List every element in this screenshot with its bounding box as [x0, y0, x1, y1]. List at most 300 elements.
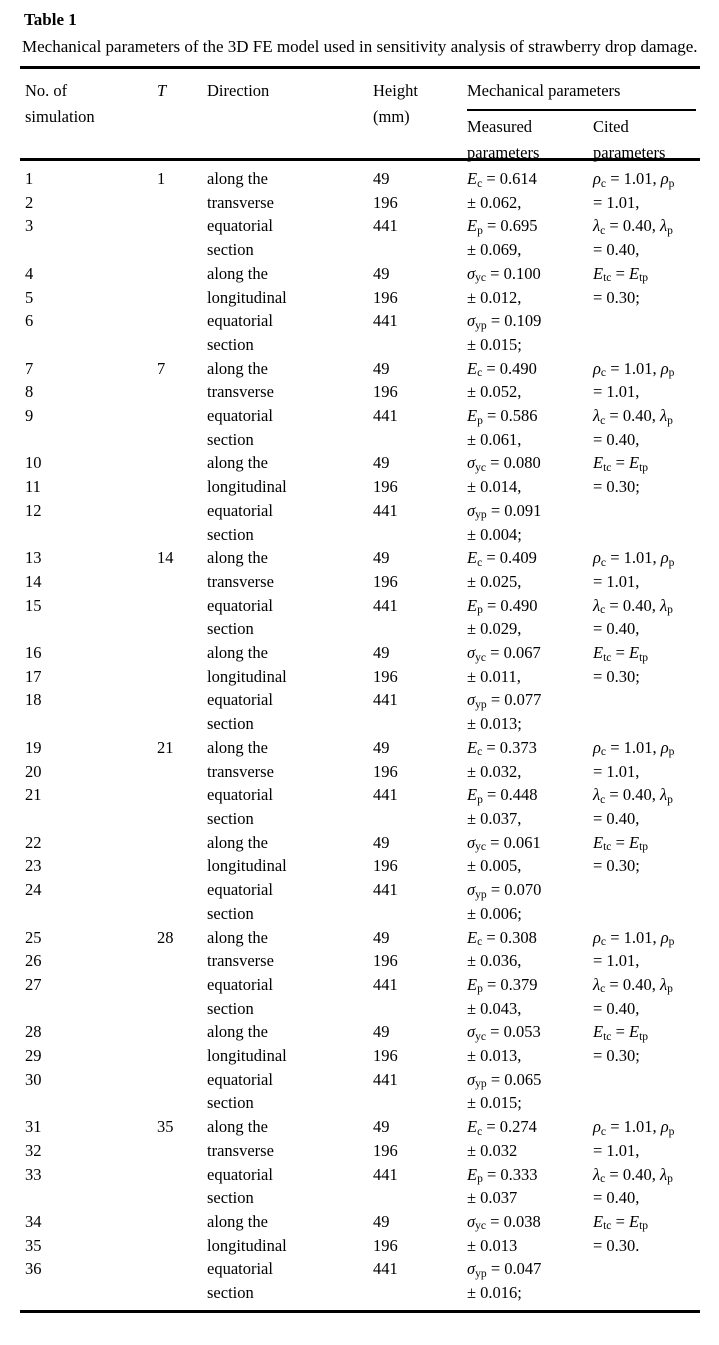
- direction-line: along the: [207, 453, 268, 473]
- t-value-cell: [157, 167, 207, 357]
- cited-parameters-line: $\rho_c = 1.01$, $\rho_p$: [593, 1117, 675, 1138]
- cited-parameters-line: [593, 1068, 700, 1092]
- table-bottom-rule: [20, 1310, 700, 1313]
- measured-parameters-line: ± 0.029,: [467, 619, 522, 639]
- measured-parameters-cell: [467, 546, 593, 736]
- direction-line: section: [207, 334, 254, 354]
- direction-line: section: [207, 240, 254, 260]
- direction-line: section: [207, 619, 254, 639]
- cited-parameters-line: $\rho_c = 1.01$, $\rho_p$: [593, 358, 675, 380]
- cited-parameters-line: = 0.30;: [593, 856, 640, 876]
- header-group-rule: [467, 109, 696, 111]
- sim-number-line: 11: [25, 477, 41, 497]
- measured-parameters-line: $\sigma_{yp} = 0.047$: [467, 1259, 542, 1280]
- height-line: [373, 428, 467, 452]
- height-line: 196: [373, 951, 398, 971]
- t-value-cell: [157, 926, 207, 1116]
- height-line: 441: [373, 1164, 398, 1184]
- sim-number-line: 22: [25, 832, 42, 852]
- direction-line: longitudinal: [207, 477, 287, 497]
- height-line: 196: [373, 192, 398, 212]
- header-t: T: [157, 81, 167, 100]
- measured-parameters-line: $\sigma_{yp} = 0.109$: [467, 311, 542, 332]
- cited-parameters-line: = 0.30;: [593, 477, 640, 497]
- sim-number-line: [25, 712, 157, 736]
- cited-parameters-cell: [593, 546, 700, 736]
- height-line: 196: [373, 761, 398, 781]
- height-line: 49: [373, 548, 390, 568]
- sim-number-line: 35: [25, 1235, 42, 1255]
- measured-parameters-line: ± 0.014,: [467, 477, 522, 497]
- cited-parameters-line: $E_{tc} = E_{tp}$: [593, 263, 649, 285]
- cited-parameters-line: [593, 878, 700, 902]
- cited-parameters-line: = 1.01,: [593, 192, 640, 212]
- cited-parameters-line: = 0.40,: [593, 429, 640, 449]
- direction-line: along the: [207, 643, 268, 663]
- sim-number-line: 10: [25, 453, 42, 473]
- measured-parameters-line: $E_p = 0.490$: [467, 595, 538, 617]
- direction-line: along the: [207, 1117, 268, 1137]
- height-line: [373, 523, 467, 547]
- cited-parameters-cell: [593, 357, 700, 547]
- height-line: 196: [373, 287, 398, 307]
- header-subcolumns: [467, 114, 700, 166]
- sim-number-line: [25, 523, 157, 547]
- cited-parameters-line: = 0.40,: [593, 998, 640, 1018]
- height-line: 196: [373, 666, 398, 686]
- measured-parameters-line: ± 0.016;: [467, 1283, 522, 1303]
- header-line: Height: [373, 81, 418, 100]
- sim-number-line: 2: [25, 192, 34, 212]
- height-line: 441: [373, 974, 398, 994]
- cited-parameters-line: = 0.40,: [593, 808, 640, 828]
- measured-parameters-line: ± 0.069,: [467, 240, 522, 260]
- direction-line: along the: [207, 1211, 268, 1231]
- direction-line: along the: [207, 927, 268, 947]
- header-mechanical-parameters-group: [467, 78, 700, 166]
- measured-parameters-line: ± 0.012,: [467, 287, 522, 307]
- table-caption-text: Mechanical parameters of the 3D FE model used in sensitivity analysis of strawberry drop damage.: [22, 37, 698, 56]
- header-no-of-simulation: [25, 78, 157, 166]
- height-line: [373, 1091, 467, 1115]
- direction-line: longitudinal: [207, 287, 287, 307]
- direction-line: equatorial: [207, 690, 273, 710]
- cited-parameters-line: [593, 333, 700, 357]
- height-line: 441: [373, 1259, 398, 1279]
- cited-parameters-line: [593, 1091, 700, 1115]
- direction-line: along the: [207, 832, 268, 852]
- t-value-cell: [157, 357, 207, 547]
- table-block-t7: [20, 357, 700, 547]
- measured-parameters-line: ± 0.015;: [467, 334, 522, 354]
- measured-parameters-line: $\sigma_{yc} = 0.100$: [467, 263, 541, 285]
- cited-parameters-line: = 1.01,: [593, 382, 640, 402]
- header-line: (mm): [373, 107, 410, 126]
- direction-line: equatorial: [207, 1164, 273, 1184]
- height-line: [373, 997, 467, 1021]
- sim-number-line: [25, 997, 157, 1021]
- direction-line: along the: [207, 737, 268, 757]
- measured-parameters-line: $E_p = 0.448$: [467, 785, 538, 806]
- measured-parameters-line: ± 0.011,: [467, 666, 521, 686]
- height-line: 196: [373, 856, 398, 876]
- direction-line: section: [207, 1093, 254, 1113]
- cited-parameters-line: $\lambda_c = 0.40$, $\lambda_p$: [593, 406, 673, 427]
- cited-parameters-line: [593, 712, 700, 736]
- sim-number-line: 3: [25, 216, 34, 236]
- header-measured-parameters: [467, 114, 593, 166]
- sim-number-line: 30: [25, 1069, 42, 1089]
- height-line: 49: [373, 263, 390, 283]
- sim-number-line: 4: [25, 263, 34, 283]
- direction-line: equatorial: [207, 216, 273, 236]
- sim-number-line: 26: [25, 951, 42, 971]
- sim-number-line: 5: [25, 287, 34, 307]
- measured-parameters-line: $E_p = 0.333$: [467, 1164, 538, 1186]
- direction-line: longitudinal: [207, 666, 287, 686]
- sim-number-line: 17: [25, 666, 42, 686]
- height-line: 441: [373, 311, 398, 331]
- t-value-cell: [157, 1115, 207, 1305]
- cited-parameters-line: [593, 309, 700, 333]
- cited-parameters-line: = 0.30;: [593, 287, 640, 307]
- measured-parameters-line: $\sigma_{yp} = 0.070$: [467, 880, 542, 901]
- measured-parameters-line: $E_p = 0.586$: [467, 406, 538, 427]
- measured-parameters-line: $E_c = 0.409$: [467, 548, 537, 569]
- height-line: 196: [373, 571, 398, 591]
- header-line: parameters: [593, 143, 666, 162]
- t-value-line: 1: [157, 169, 166, 188]
- measured-parameters-line: $E_c = 0.308$: [467, 927, 537, 949]
- sim-number-line: 1: [25, 169, 34, 188]
- cited-parameters-line: [593, 1257, 700, 1281]
- measured-parameters-line: ± 0.062,: [467, 192, 522, 212]
- measured-parameters-line: ± 0.043,: [467, 998, 522, 1018]
- direction-cell: [207, 736, 373, 926]
- cited-parameters-line: $\lambda_c = 0.40$, $\lambda_p$: [593, 216, 673, 237]
- sim-number-line: [25, 1186, 157, 1210]
- height-line: 49: [373, 927, 390, 947]
- height-line: 441: [373, 785, 398, 805]
- sim-number-line: 32: [25, 1140, 42, 1160]
- sim-number-cell: [25, 926, 157, 1116]
- t-value-cell: [157, 546, 207, 736]
- direction-line: transverse: [207, 761, 274, 781]
- sim-number-line: 14: [25, 571, 42, 591]
- cited-parameters-line: = 0.30;: [593, 666, 640, 686]
- table-caption-label: Table 1: [24, 10, 77, 29]
- height-line: 49: [373, 1117, 390, 1137]
- direction-cell: [207, 926, 373, 1116]
- height-line: 49: [373, 453, 390, 473]
- measured-parameters-line: ± 0.006;: [467, 903, 522, 923]
- cited-parameters-line: [593, 523, 700, 547]
- cited-parameters-line: $\lambda_c = 0.40$, $\lambda_p$: [593, 1164, 673, 1186]
- cited-parameters-line: $\rho_c = 1.01$, $\rho_p$: [593, 927, 675, 949]
- sim-number-cell: [25, 1115, 157, 1305]
- sim-number-line: 13: [25, 548, 42, 568]
- sim-number-line: 28: [25, 1022, 42, 1042]
- height-line: [373, 617, 467, 641]
- sim-number-line: 31: [25, 1117, 42, 1137]
- direction-line: longitudinal: [207, 856, 287, 876]
- height-line: 49: [373, 1022, 390, 1042]
- sim-number-line: [25, 238, 157, 262]
- measured-parameters-line: ± 0.032: [467, 1140, 518, 1160]
- header-group-title: Mechanical parameters: [467, 81, 621, 100]
- sim-number-line: 25: [25, 927, 42, 947]
- measured-parameters-line: $E_p = 0.379$: [467, 974, 538, 996]
- measured-parameters-line: ± 0.037,: [467, 808, 522, 828]
- header-line: Cited: [593, 117, 629, 136]
- measured-parameters-line: ± 0.005,: [467, 856, 522, 876]
- data-table: [20, 66, 700, 1313]
- direction-line: along the: [207, 263, 268, 283]
- cited-parameters-cell: [593, 167, 700, 357]
- direction-line: equatorial: [207, 785, 273, 805]
- cited-parameters-line: $E_{tc} = E_{tp}$: [593, 453, 649, 474]
- header-line: No. of: [25, 81, 68, 100]
- sim-number-line: [25, 902, 157, 926]
- cited-parameters-cell: [593, 1115, 700, 1305]
- sim-number-line: 12: [25, 500, 42, 520]
- height-cell: [373, 167, 467, 357]
- direction-line: transverse: [207, 1140, 274, 1160]
- cited-parameters-line: [593, 1281, 700, 1305]
- height-line: [373, 807, 467, 831]
- sim-number-line: 36: [25, 1259, 42, 1279]
- sim-number-cell: [25, 546, 157, 736]
- direction-line: section: [207, 714, 254, 734]
- measured-parameters-line: ± 0.013;: [467, 714, 522, 734]
- cited-parameters-line: $\lambda_c = 0.40$, $\lambda_p$: [593, 595, 673, 617]
- height-line: 49: [373, 737, 390, 757]
- measured-parameters-cell: [467, 167, 593, 357]
- cited-parameters-line: = 0.40,: [593, 619, 640, 639]
- direction-line: along the: [207, 1022, 268, 1042]
- height-line: [373, 238, 467, 262]
- header-cited-parameters: [593, 114, 696, 166]
- height-line: 49: [373, 643, 390, 663]
- measured-parameters-line: $E_c = 0.614$: [467, 169, 537, 190]
- direction-line: equatorial: [207, 406, 273, 426]
- direction-line: equatorial: [207, 1069, 273, 1089]
- cited-parameters-line: $\rho_c = 1.01$, $\rho_p$: [593, 169, 675, 190]
- sim-number-line: 24: [25, 880, 42, 900]
- measured-parameters-line: $\sigma_{yc} = 0.053$: [467, 1022, 541, 1043]
- direction-line: longitudinal: [207, 1046, 287, 1066]
- t-value-cell: [157, 736, 207, 926]
- height-line: 441: [373, 216, 398, 236]
- height-line: 196: [373, 1046, 398, 1066]
- cited-parameters-line: = 1.01,: [593, 761, 640, 781]
- measured-parameters-cell: [467, 736, 593, 926]
- sim-number-line: 29: [25, 1046, 42, 1066]
- cited-parameters-line: $E_{tc} = E_{tp}$: [593, 832, 649, 854]
- direction-line: section: [207, 808, 254, 828]
- direction-line: longitudinal: [207, 1235, 287, 1255]
- cited-parameters-line: [593, 688, 700, 712]
- cited-parameters-line: = 0.40,: [593, 240, 640, 260]
- cited-parameters-line: = 0.30;: [593, 1046, 640, 1066]
- header-height: [373, 78, 467, 166]
- measured-parameters-line: ± 0.037: [467, 1188, 518, 1208]
- direction-line: transverse: [207, 951, 274, 971]
- t-value-line: 21: [157, 737, 174, 757]
- height-line: 196: [373, 1235, 398, 1255]
- direction-cell: [207, 167, 373, 357]
- sim-number-line: 21: [25, 785, 42, 805]
- sim-number-line: 27: [25, 974, 42, 994]
- direction-line: transverse: [207, 192, 274, 212]
- direction-cell: [207, 1115, 373, 1305]
- sim-number-line: [25, 333, 157, 357]
- measured-parameters-line: ± 0.004;: [467, 524, 522, 544]
- height-line: 196: [373, 382, 398, 402]
- height-cell: [373, 736, 467, 926]
- height-line: 49: [373, 832, 390, 852]
- table-block-t35: [20, 1115, 700, 1305]
- measured-parameters-line: ± 0.025,: [467, 571, 522, 591]
- height-cell: [373, 1115, 467, 1305]
- measured-parameters-cell: [467, 357, 593, 547]
- direction-line: section: [207, 524, 254, 544]
- sim-number-line: [25, 1091, 157, 1115]
- measured-parameters-line: ± 0.015;: [467, 1093, 522, 1113]
- sim-number-line: [25, 428, 157, 452]
- direction-line: equatorial: [207, 974, 273, 994]
- direction-line: section: [207, 1283, 254, 1303]
- direction-line: section: [207, 1188, 254, 1208]
- direction-line: equatorial: [207, 880, 273, 900]
- sim-number-line: 23: [25, 856, 42, 876]
- cited-parameters-line: $\lambda_c = 0.40$, $\lambda_p$: [593, 785, 673, 806]
- sim-number-line: 18: [25, 690, 42, 710]
- height-line: 196: [373, 1140, 398, 1160]
- height-line: [373, 902, 467, 926]
- t-value-line: 7: [157, 358, 166, 378]
- direction-line: section: [207, 998, 254, 1018]
- measured-parameters-line: $E_c = 0.490$: [467, 358, 537, 380]
- sim-number-cell: [25, 167, 157, 357]
- table-block-t1: [20, 167, 700, 357]
- table-block-t14: [20, 546, 700, 736]
- sim-number-line: 19: [25, 737, 42, 757]
- cited-parameters-line: $E_{tc} = E_{tp}$: [593, 1211, 649, 1233]
- cited-parameters-line: [593, 499, 700, 523]
- direction-line: section: [207, 903, 254, 923]
- measured-parameters-line: $\sigma_{yc} = 0.061$: [467, 832, 541, 854]
- sim-number-line: [25, 617, 157, 641]
- measured-parameters-line: $\sigma_{yc} = 0.067$: [467, 643, 541, 664]
- measured-parameters-line: $\sigma_{yc} = 0.038$: [467, 1211, 541, 1233]
- t-value-line: 35: [157, 1117, 174, 1137]
- sim-number-line: 16: [25, 643, 42, 663]
- direction-line: along the: [207, 169, 268, 188]
- measured-parameters-line: $\sigma_{yp} = 0.065$: [467, 1069, 542, 1091]
- direction-line: equatorial: [207, 311, 273, 331]
- measured-parameters-line: ± 0.013: [467, 1235, 518, 1255]
- header-direction: Direction: [207, 81, 270, 100]
- height-line: 441: [373, 880, 398, 900]
- sim-number-line: 6: [25, 311, 34, 331]
- t-value-line: 28: [157, 927, 174, 947]
- table-header: [20, 69, 700, 162]
- table-caption: [20, 8, 700, 60]
- height-line: [373, 1186, 467, 1210]
- header-line: Measured: [467, 117, 533, 136]
- cited-parameters-line: [593, 902, 700, 926]
- sim-number-line: 7: [25, 358, 34, 378]
- sim-number-line: [25, 807, 157, 831]
- direction-line: equatorial: [207, 1259, 273, 1279]
- direction-line: transverse: [207, 382, 274, 402]
- height-line: 49: [373, 1211, 390, 1231]
- cited-parameters-line: $\rho_c = 1.01$, $\rho_p$: [593, 737, 675, 759]
- measured-parameters-line: $\sigma_{yp} = 0.091$: [467, 500, 542, 522]
- measured-parameters-cell: [467, 926, 593, 1116]
- measured-parameters-line: $\sigma_{yc} = 0.080$: [467, 453, 541, 474]
- direction-line: equatorial: [207, 500, 273, 520]
- measured-parameters-line: ± 0.032,: [467, 761, 522, 781]
- sim-number-cell: [25, 357, 157, 547]
- measured-parameters-cell: [467, 1115, 593, 1305]
- direction-line: along the: [207, 548, 268, 568]
- measured-parameters-line: $\sigma_{yp} = 0.077$: [467, 690, 542, 711]
- table-body: [20, 161, 700, 1310]
- header-line: parameters: [467, 143, 540, 162]
- measured-parameters-line: $E_p = 0.695$: [467, 216, 538, 237]
- height-line: [373, 333, 467, 357]
- height-line: 441: [373, 690, 398, 710]
- direction-cell: [207, 546, 373, 736]
- sim-number-line: 20: [25, 761, 42, 781]
- height-line: 196: [373, 477, 398, 497]
- height-line: [373, 712, 467, 736]
- t-value-line: 14: [157, 548, 174, 568]
- direction-line: transverse: [207, 571, 274, 591]
- direction-line: section: [207, 429, 254, 449]
- height-line: 441: [373, 595, 398, 615]
- table-block-t21: [20, 736, 700, 926]
- cited-parameters-line: $E_{tc} = E_{tp}$: [593, 643, 649, 664]
- measured-parameters-line: ± 0.061,: [467, 429, 522, 449]
- measured-parameters-line: $E_c = 0.373$: [467, 737, 537, 759]
- sim-number-line: 8: [25, 382, 34, 402]
- sim-number-line: 33: [25, 1164, 42, 1184]
- measured-parameters-line: ± 0.052,: [467, 382, 522, 402]
- sim-number-line: 9: [25, 406, 34, 426]
- table-block-t28: [20, 926, 700, 1116]
- direction-line: equatorial: [207, 595, 273, 615]
- sim-number-line: 34: [25, 1211, 42, 1231]
- cited-parameters-cell: [593, 926, 700, 1116]
- measured-parameters-line: ± 0.036,: [467, 951, 522, 971]
- height-line: [373, 1281, 467, 1305]
- cited-parameters-line: = 0.40,: [593, 1188, 640, 1208]
- height-line: 49: [373, 169, 390, 188]
- height-line: 441: [373, 500, 398, 520]
- measured-parameters-line: ± 0.013,: [467, 1046, 522, 1066]
- cited-parameters-line: = 0.30.: [593, 1235, 640, 1255]
- height-cell: [373, 357, 467, 547]
- cited-parameters-line: $E_{tc} = E_{tp}$: [593, 1022, 649, 1043]
- height-cell: [373, 926, 467, 1116]
- measured-parameters-line: $E_c = 0.274$: [467, 1117, 537, 1138]
- height-line: 441: [373, 1069, 398, 1089]
- cited-parameters-line: = 1.01,: [593, 951, 640, 971]
- cited-parameters-cell: [593, 736, 700, 926]
